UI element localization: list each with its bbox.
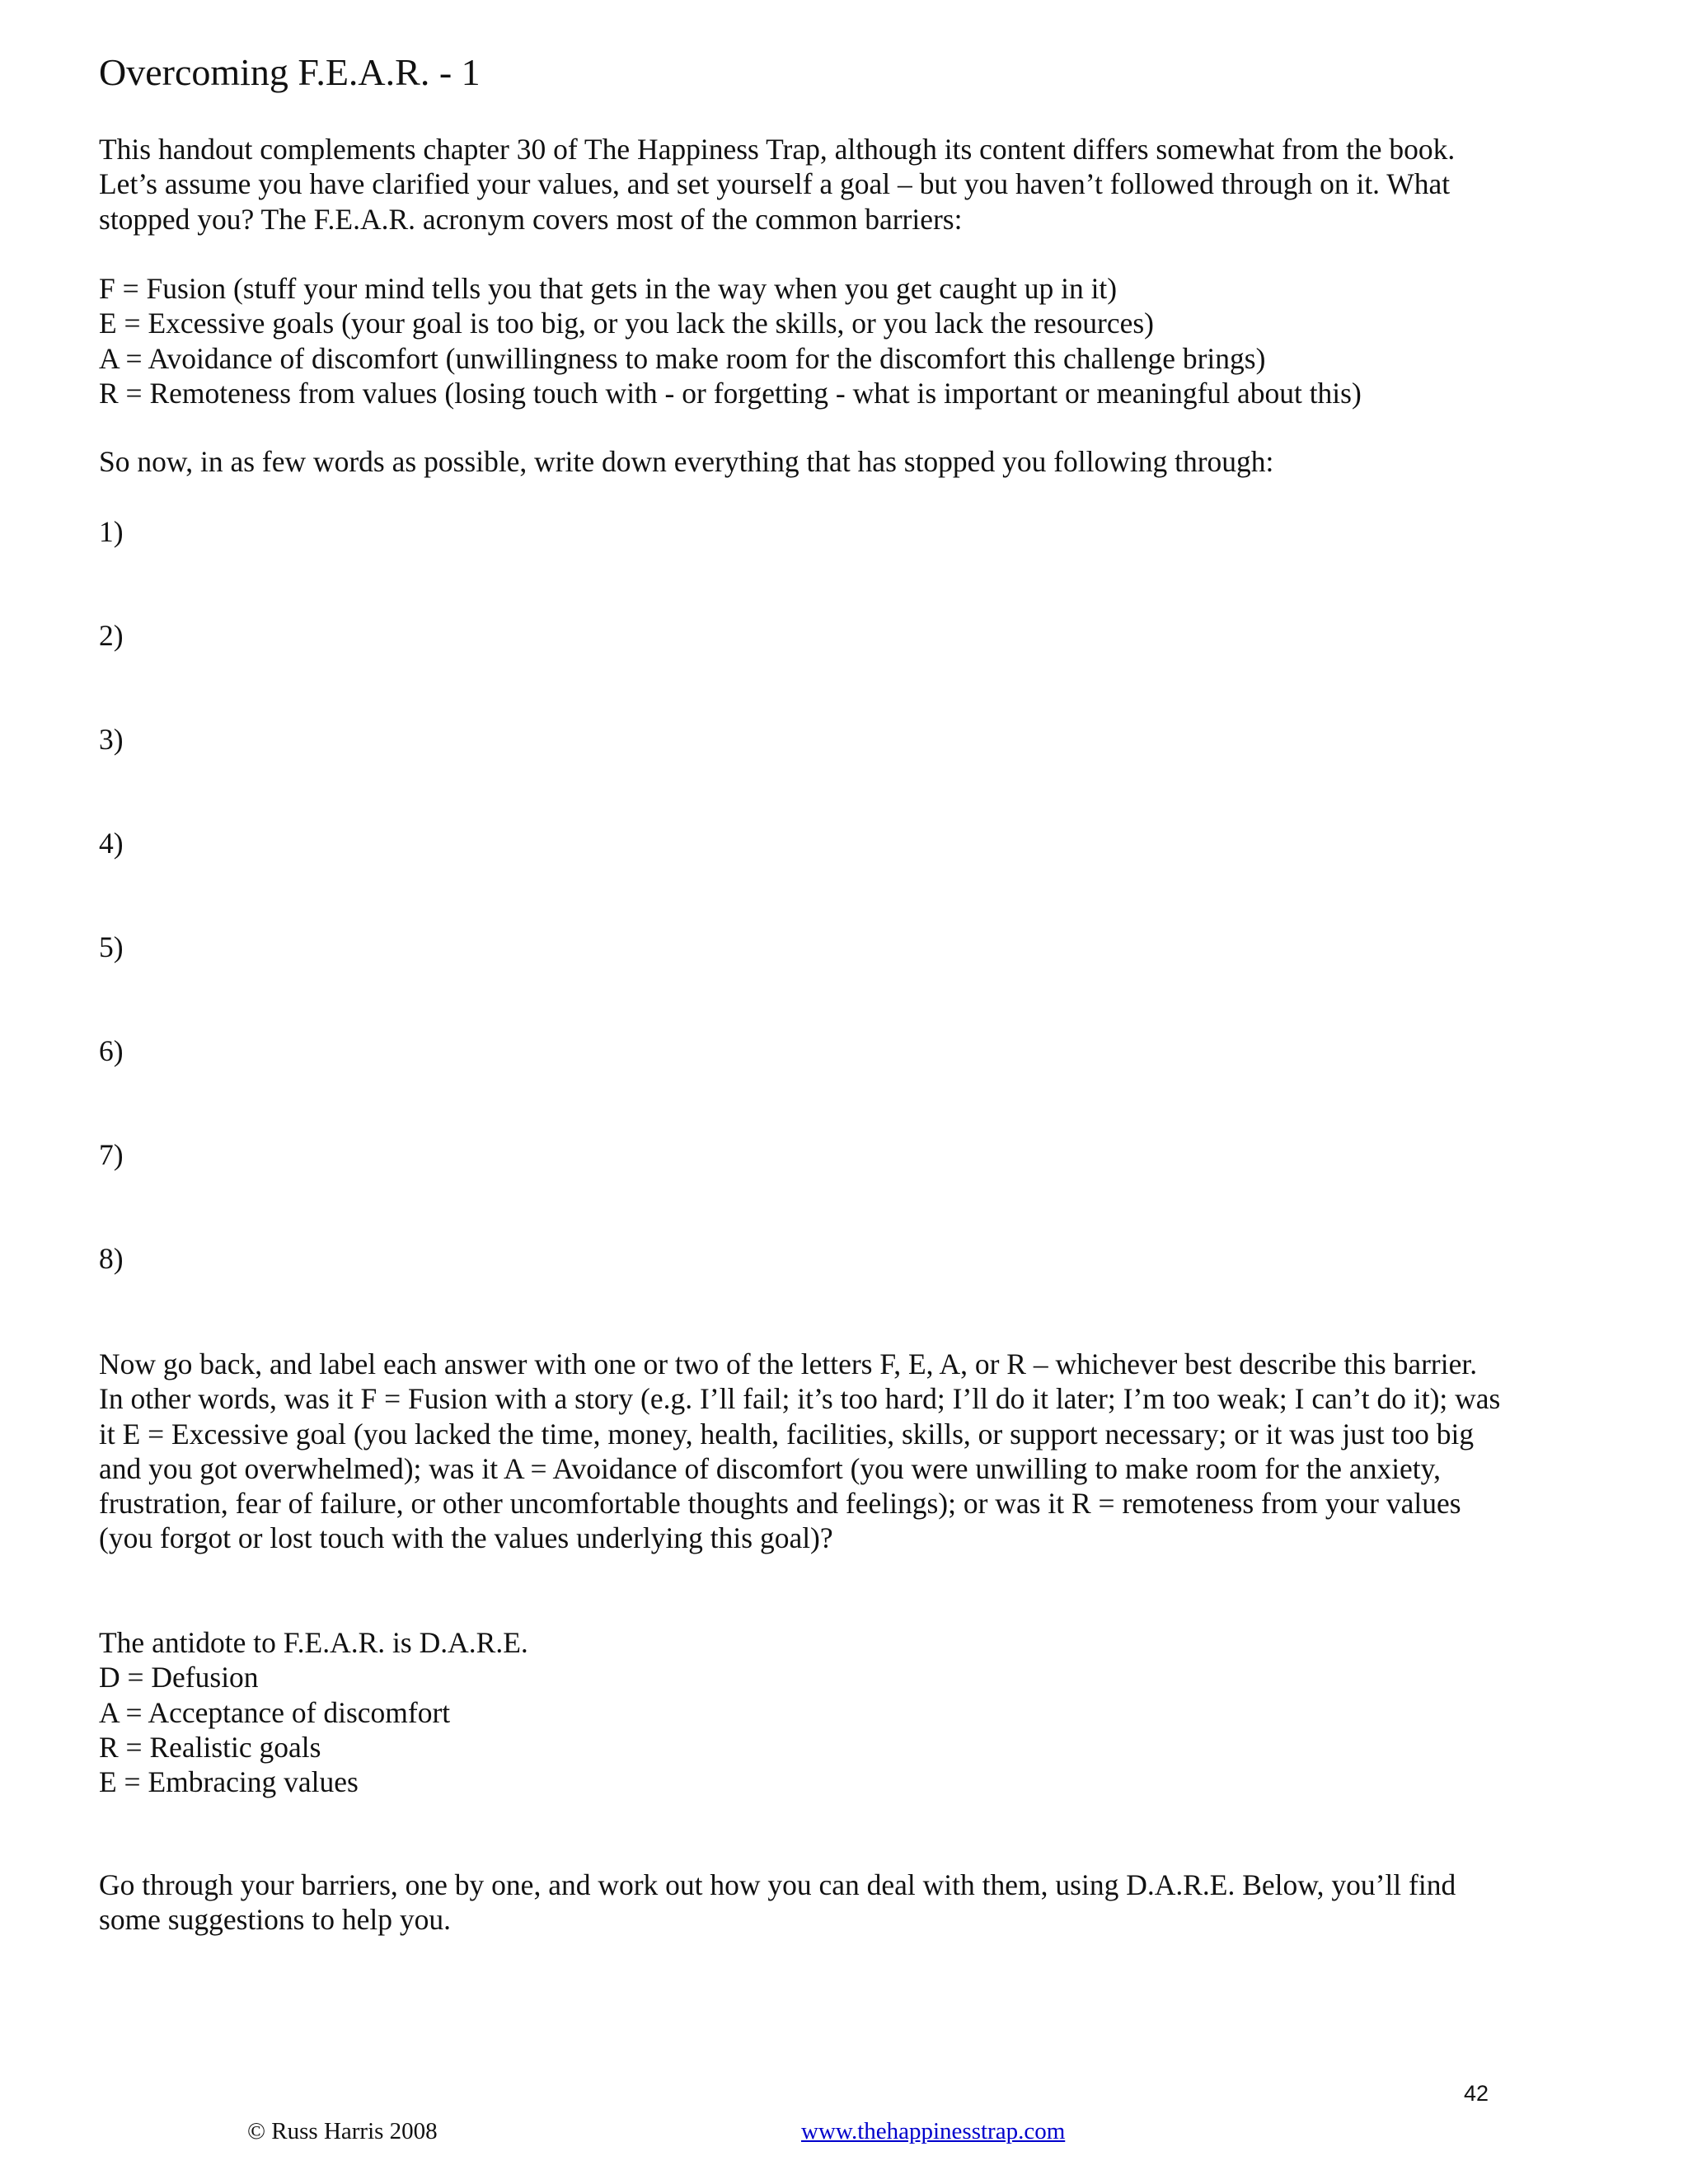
page-title: Overcoming F.E.A.R. - 1 bbox=[99, 51, 481, 93]
intro-line: Let’s assume you have clarified your values, and set yourself a goal – but you haven’t followed through on it. What bbox=[99, 167, 1451, 201]
fear-list bbox=[99, 271, 1582, 410]
intro-line: This handout complements chapter 30 of The Happiness Trap, although its content differs somewhat from the book. bbox=[99, 133, 1456, 166]
dare-item-e: E = Embracing values bbox=[99, 1765, 359, 1799]
intro-paragraph bbox=[99, 132, 1582, 237]
dare-item-r: R = Realistic goals bbox=[99, 1730, 321, 1764]
closing-line: some suggestions to help you. bbox=[99, 1903, 451, 1937]
prompt-text: So now, in as few words as possible, write down everything that has stopped you following through: bbox=[99, 445, 1274, 478]
dare-heading: The antidote to F.E.A.R. is D.A.R.E. bbox=[99, 1626, 528, 1659]
copyright-notice: © Russ Harris 2008 bbox=[247, 2118, 438, 2144]
dare-item-a: A = Acceptance of discomfort bbox=[99, 1695, 451, 1729]
fear-item-r: R = Remoteness from values (losing touch with - or forgetting - what is important or meaningful about this) bbox=[99, 376, 1362, 410]
answer-number: 3) bbox=[99, 723, 124, 756]
answer-number: 2) bbox=[99, 619, 124, 652]
closing-line: Go through your barriers, one by one, and work out how you can deal with them, using D.A.R.E. Below, you’ll find bbox=[99, 1868, 1456, 1901]
label-line: In other words, was it F = Fusion with a story (e.g. I’ll fail; it’s too hard; I’ll do it later; I’m too weak; I can’t do it); was bbox=[99, 1382, 1501, 1416]
label-line: frustration, fear of failure, or other uncomfortable thoughts and feelings); or was it R = remoteness from your values bbox=[99, 1487, 1461, 1521]
answer-number: 6) bbox=[99, 1034, 124, 1067]
closing-paragraph bbox=[99, 1868, 1582, 1938]
fear-item-a: A = Avoidance of discomfort (unwillingness to make room for the discomfort this challenge brings) bbox=[99, 341, 1266, 375]
intro-line: stopped you? The F.E.A.R. acronym covers most of the common barriers: bbox=[99, 202, 963, 236]
answer-number: 5) bbox=[99, 930, 124, 963]
answer-number: 7) bbox=[99, 1138, 124, 1171]
answer-number: 4) bbox=[99, 827, 124, 860]
label-line: it E = Excessive goal (you lacked the time, money, health, facilities, skills, or support necessary; or it was just too big bbox=[99, 1417, 1475, 1451]
dare-item-d: D = Defusion bbox=[99, 1661, 259, 1694]
label-line: and you got overwhelmed); was it A = Avoidance of discomfort (you were unwilling to make room for the anxiety, bbox=[99, 1451, 1441, 1485]
label-paragraph bbox=[99, 1347, 1582, 1556]
label-line: (you forgot or lost touch with the values underlying this goal)? bbox=[99, 1521, 833, 1555]
dare-list bbox=[99, 1625, 1582, 1799]
answer-number: 1) bbox=[99, 515, 124, 548]
website-link[interactable]: www.thehappinesstrap.com bbox=[801, 2118, 1066, 2144]
label-line: Now go back, and label each answer with one or two of the letters F, E, A, or R – whichever best describe this barrier. bbox=[99, 1347, 1478, 1380]
fear-item-f: F = Fusion (stuff your mind tells you that gets in the way when you get caught up in it) bbox=[99, 272, 1118, 305]
answer-number: 8) bbox=[99, 1242, 124, 1275]
prompt-paragraph bbox=[99, 444, 1582, 479]
page-number: 42 bbox=[1464, 2081, 1489, 2106]
fear-item-e: E = Excessive goals (your goal is too big, or you lack the skills, or you lack the resources) bbox=[99, 307, 1154, 340]
